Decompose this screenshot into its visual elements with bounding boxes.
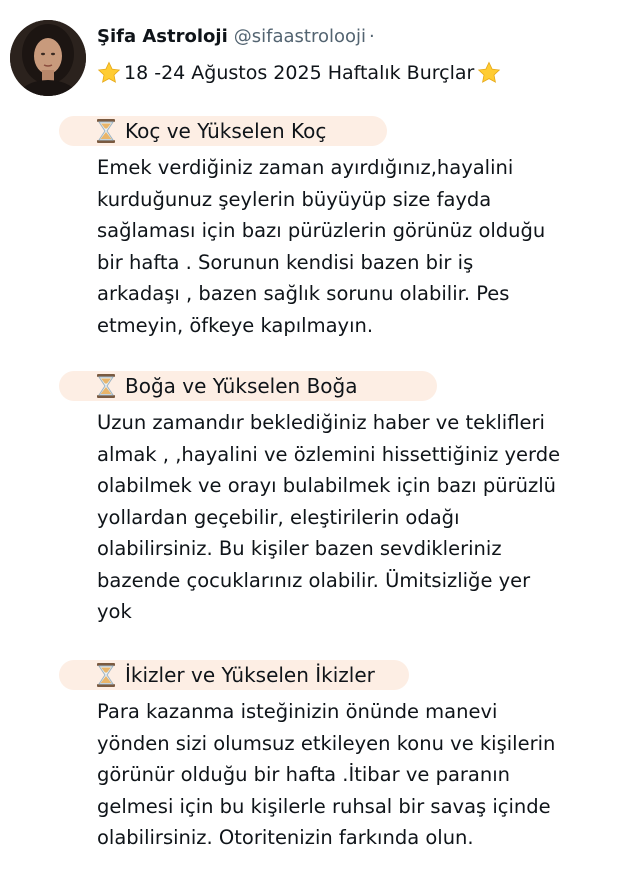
body-line: almak , ,hayalini ve özlemini hissettiğiniz yerde [97,442,561,466]
hourglass-icon [95,662,117,688]
body-line: bazende çocuklarınız olabilir. Ümitsizliğe yer [97,568,531,592]
post-title: 18 -24 Ağustos 2025 Haftalık Burçlar [124,62,475,84]
section-header [67,113,615,149]
section-header [67,657,615,693]
star-icon [97,61,121,85]
body-line: yollardan geçebilir, eleştirilerin odağı [97,505,460,529]
body-line: bir hafta . Sorunun kendisi bazen bir iş [97,250,474,274]
body-line: etmeyin, öfkeye kapılmayın. [97,313,374,337]
body-line: Emek verdiğiniz zaman ayırdığınız,hayalini [97,156,514,179]
body-line: görünür olduğu bir hafta .İtibar ve paranın [97,763,510,786]
hourglass-icon [95,373,117,399]
body-line: kurduğunuz şeylerin büyüyüp size fayda [97,187,492,211]
body-line: arkadaşı , bazen sağlık sorunu olabilir. Pes [97,282,510,305]
hourglass-icon [95,118,117,144]
body-line: yok [97,600,132,623]
body-line: olabilirsiniz. Bu kişiler bazen sevdikleriniz [97,537,502,560]
horoscope-section-ikizler [67,657,615,854]
section-title: Koç ve Yükselen Koç [125,119,327,143]
section-body [97,152,617,341]
horoscope-section-koc [67,113,615,341]
avatar[interactable] [10,20,86,96]
section-title: Boğa ve Yükselen Boğa [125,374,358,398]
body-line: olabilmek ve orayı bulabilmek için bazı pürüzlü [97,474,557,497]
body-line: olabilirsiniz. Otoritenizin farkında olun. [97,826,474,849]
post-header [97,24,612,86]
section-header [67,368,615,404]
separator-dot: · [369,26,375,47]
body-line: Uzun zamandır beklediğiniz haber ve teklifleri [97,411,545,434]
post-title-line [97,60,612,86]
author-line [97,24,612,50]
section-body [97,407,617,628]
horoscope-section-boga [67,368,615,628]
author-handle[interactable]: @sifaastrolooji [233,26,367,47]
body-line: sağlaması için bazı pürüzlerin görünüz olduğu [97,219,546,242]
section-body [97,696,617,854]
star-icon [477,61,501,85]
body-line: yönden sizi olumsuz etkileyen konu ve kişilerin [97,731,556,755]
body-line: Para kazanma isteğinizin önünde manevi [97,700,498,723]
body-line: gelmesi için bu kişilerle ruhsal bir savaş içinde [97,794,551,818]
author-display-name[interactable]: Şifa Astroloji [97,26,228,47]
section-title: İkizler ve Yükselen İkizler [125,663,375,687]
